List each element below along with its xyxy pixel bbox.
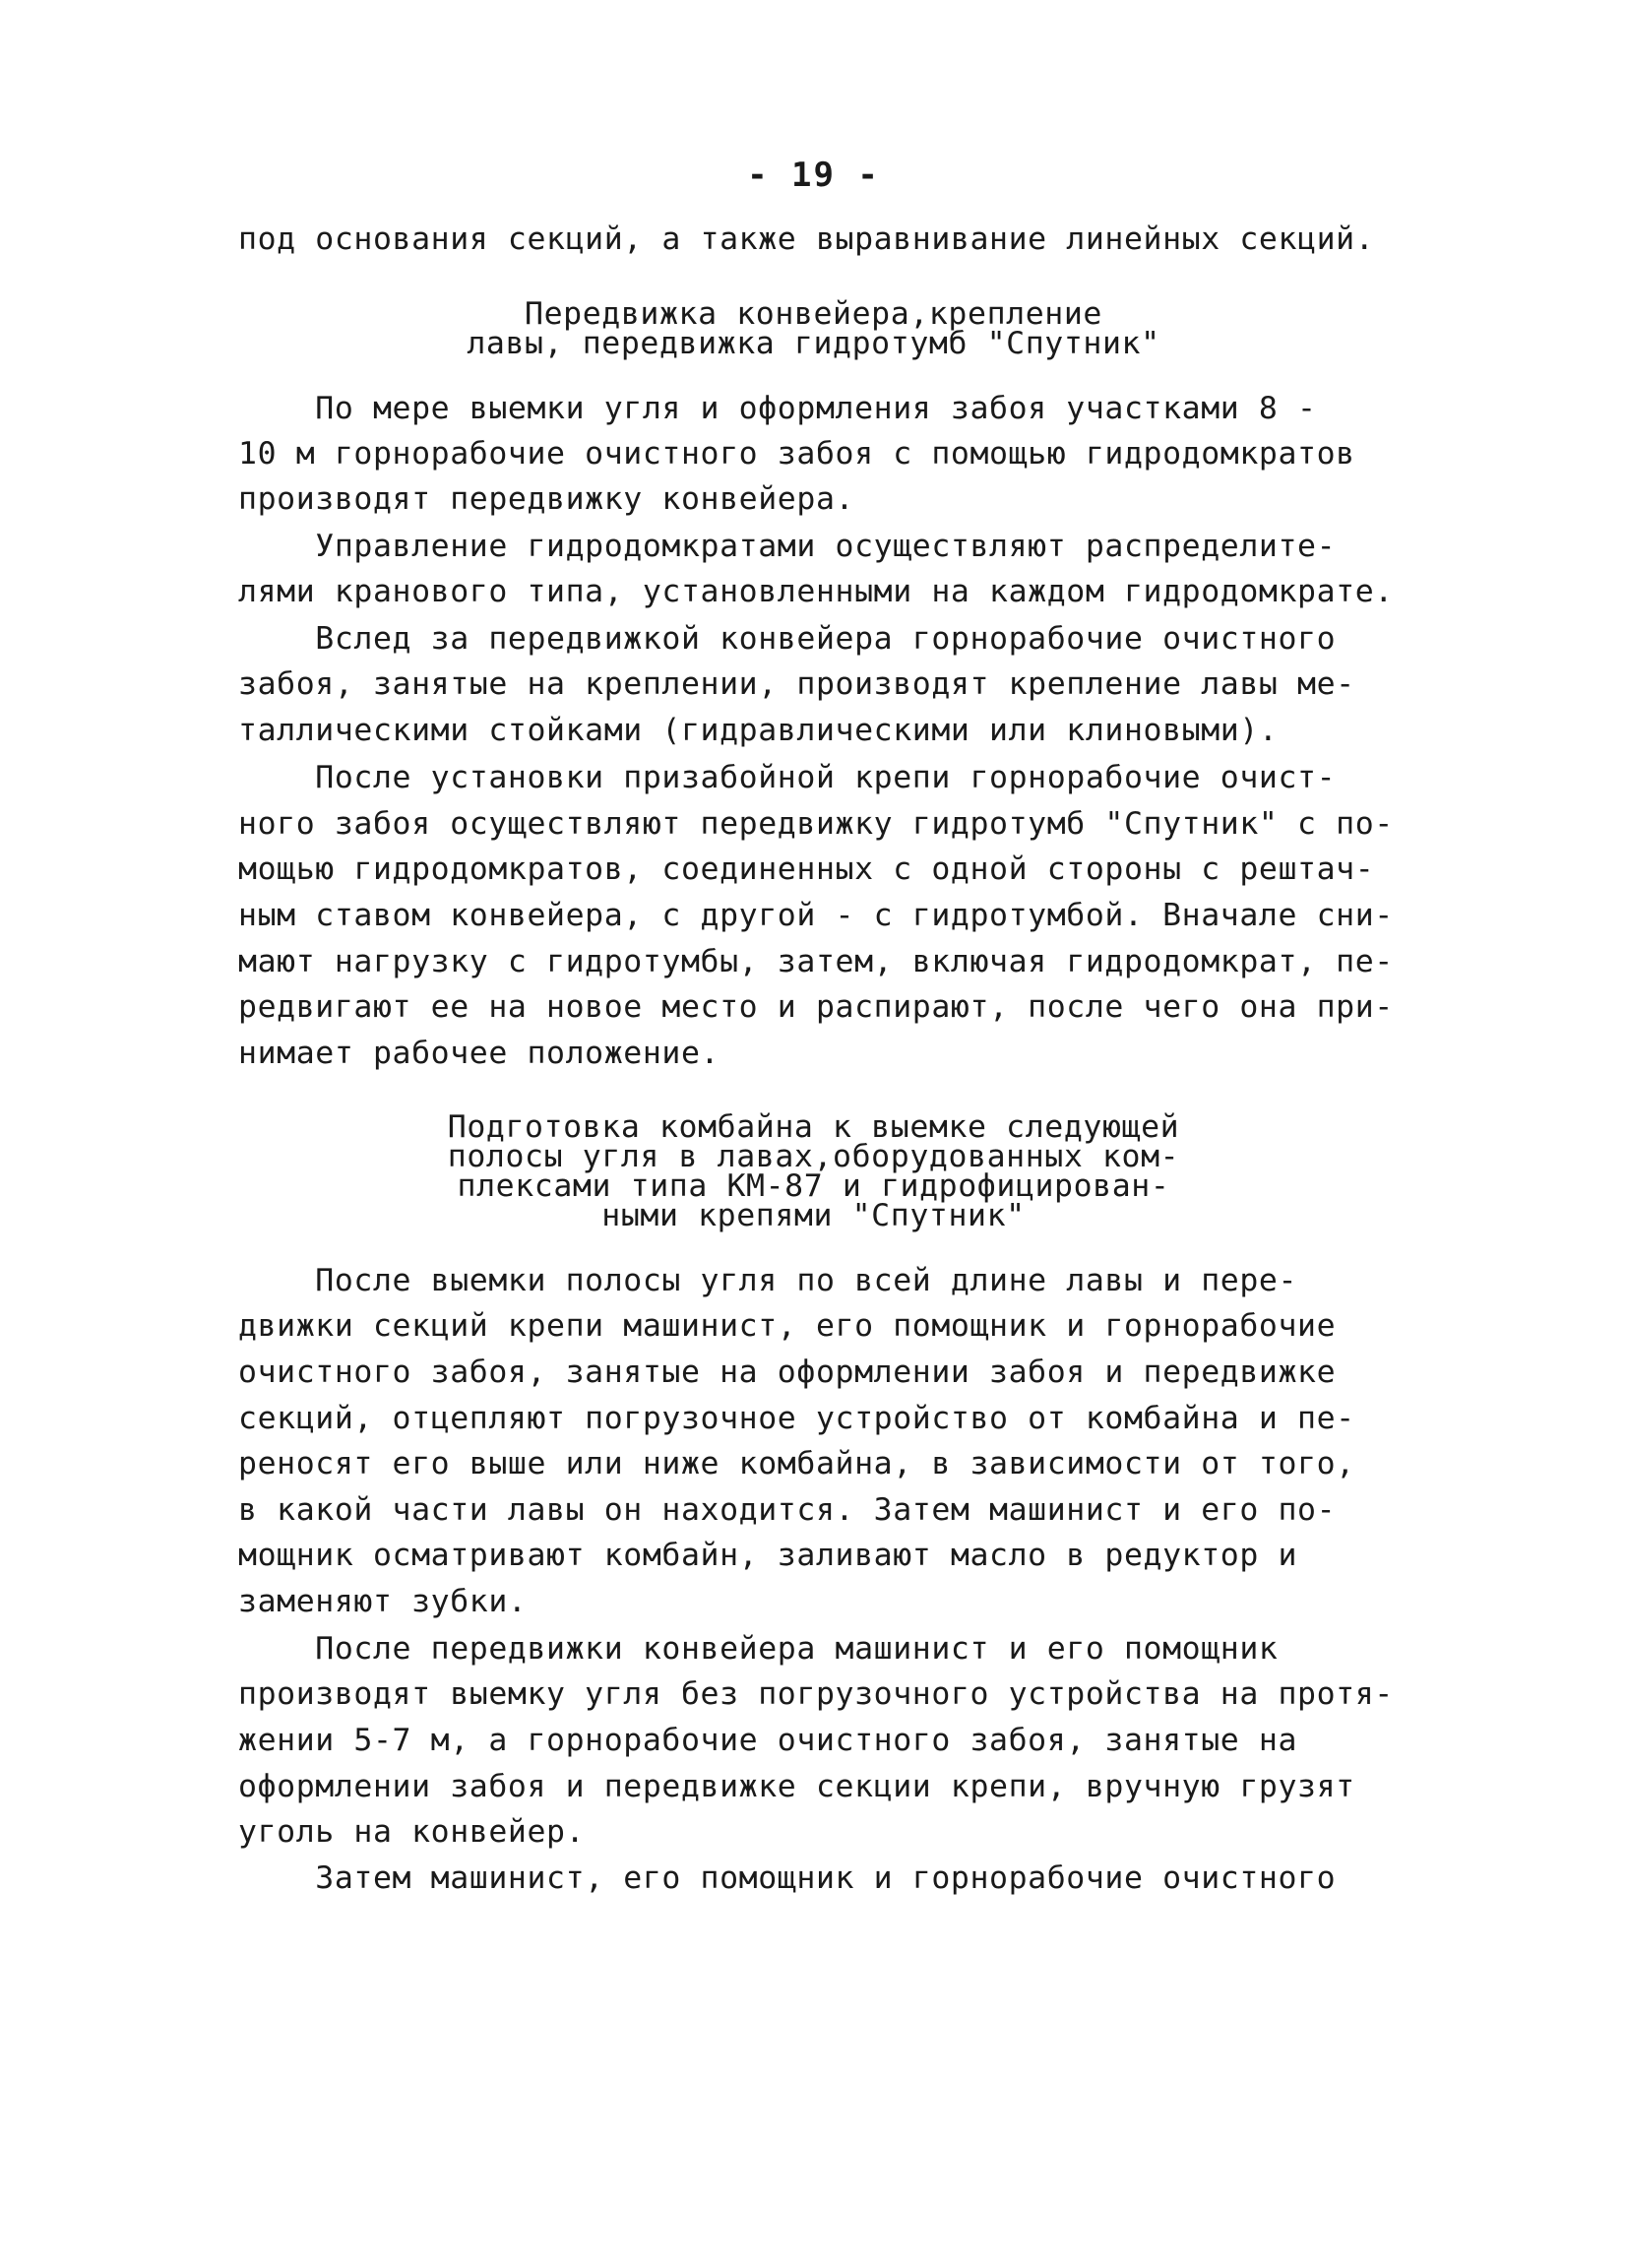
paragraph-line: После выемки полосы угля по всей длине лавы и пере- bbox=[238, 1263, 1298, 1298]
section-heading-line: ными крепями "Спутник" bbox=[601, 1198, 1026, 1233]
section-heading-line: Передвижка конвейера,крепление bbox=[525, 296, 1102, 332]
paragraph-line: ного забоя осуществляют передвижку гидротумб "Спутник" с по- bbox=[238, 806, 1394, 842]
paragraph-line: производят выемку угля без погрузочного устройства на протя- bbox=[238, 1676, 1394, 1712]
paragraph-line: движки секций крепи машинист, его помощник и горнорабочие bbox=[238, 1308, 1337, 1344]
paragraph-line: ным ставом конвейера, с другой - с гидротумбой. Вначале сни- bbox=[238, 898, 1394, 933]
paragraph-line: После установки призабойной крепи горнорабочие очист- bbox=[238, 760, 1337, 795]
paragraph-line: мают нагрузку с гидротумбы, затем, включая гидродомкрат, пе- bbox=[238, 944, 1394, 979]
paragraph-line: Затем машинист, его помощник и горнорабочие очистного bbox=[238, 1860, 1337, 1896]
section-heading-line: плексами типа КМ-87 и гидрофицирован- bbox=[457, 1168, 1170, 1204]
paragraph-line: секций, отцепляют погрузочное устройство от комбайна и пе- bbox=[238, 1401, 1355, 1436]
paragraph-line: Вслед за передвижкой конвейера горнорабочие очистного bbox=[238, 621, 1337, 657]
paragraph-line: После передвижки конвейера машинист и его помощник bbox=[238, 1631, 1279, 1667]
paragraph-line: редвигают ее на новое место и распирают, после чего она при- bbox=[238, 989, 1394, 1025]
paragraph-line: под основания секций, а также выравнивание линейных секций. bbox=[238, 221, 1375, 257]
paragraph-line: лями кранового типа, установленными на каждом гидродомкрате. bbox=[238, 574, 1394, 609]
section-heading-line: полосы угля в лавах,оборудованных ком- bbox=[447, 1139, 1180, 1174]
paragraph-line: заменяют зубки. bbox=[238, 1584, 528, 1619]
section-heading-line: Подготовка комбайна к выемке следующей bbox=[447, 1109, 1180, 1145]
paragraph-line: По мере выемки угля и оформления забоя участками 8 - bbox=[238, 391, 1317, 426]
paragraph-line: мощник осматривают комбайн, заливают масло в редуктор и bbox=[238, 1538, 1298, 1573]
page-number: - 19 - bbox=[747, 156, 880, 195]
paragraph-line: оформлении забоя и передвижке секции крепи, вручную грузят bbox=[238, 1769, 1355, 1804]
paragraph-line: реносят его выше или ниже комбайна, в зависимости от того, bbox=[238, 1446, 1355, 1481]
paragraph-line: таллическими стойками (гидравлическими или клиновыми). bbox=[238, 713, 1279, 748]
paragraph-line: производят передвижку конвейера. bbox=[238, 481, 855, 517]
paragraph-line: мощью гидродомкратов, соединенных с одной стороны с рештач- bbox=[238, 851, 1375, 887]
paragraph-line: очистного забоя, занятые на оформлении забоя и передвижке bbox=[238, 1354, 1337, 1390]
section-heading-line: лавы, передвижка гидротумб "Спутник" bbox=[467, 326, 1160, 361]
paragraph-line: забоя, занятые на креплении, производят крепление лавы ме- bbox=[238, 666, 1355, 702]
paragraph-line: в какой части лавы он находится. Затем машинист и его по- bbox=[238, 1492, 1337, 1528]
paragraph-line: уголь на конвейер. bbox=[238, 1814, 586, 1850]
paragraph-line: жении 5-7 м, а горнорабочие очистного забоя, занятые на bbox=[238, 1723, 1298, 1758]
paragraph-line: Управление гидродомкратами осуществляют распределите- bbox=[238, 529, 1337, 564]
paragraph-line: 10 м горнорабочие очистного забоя с помощью гидродомкратов bbox=[238, 436, 1355, 472]
paragraph-line: нимает рабочее положение. bbox=[238, 1036, 720, 1071]
